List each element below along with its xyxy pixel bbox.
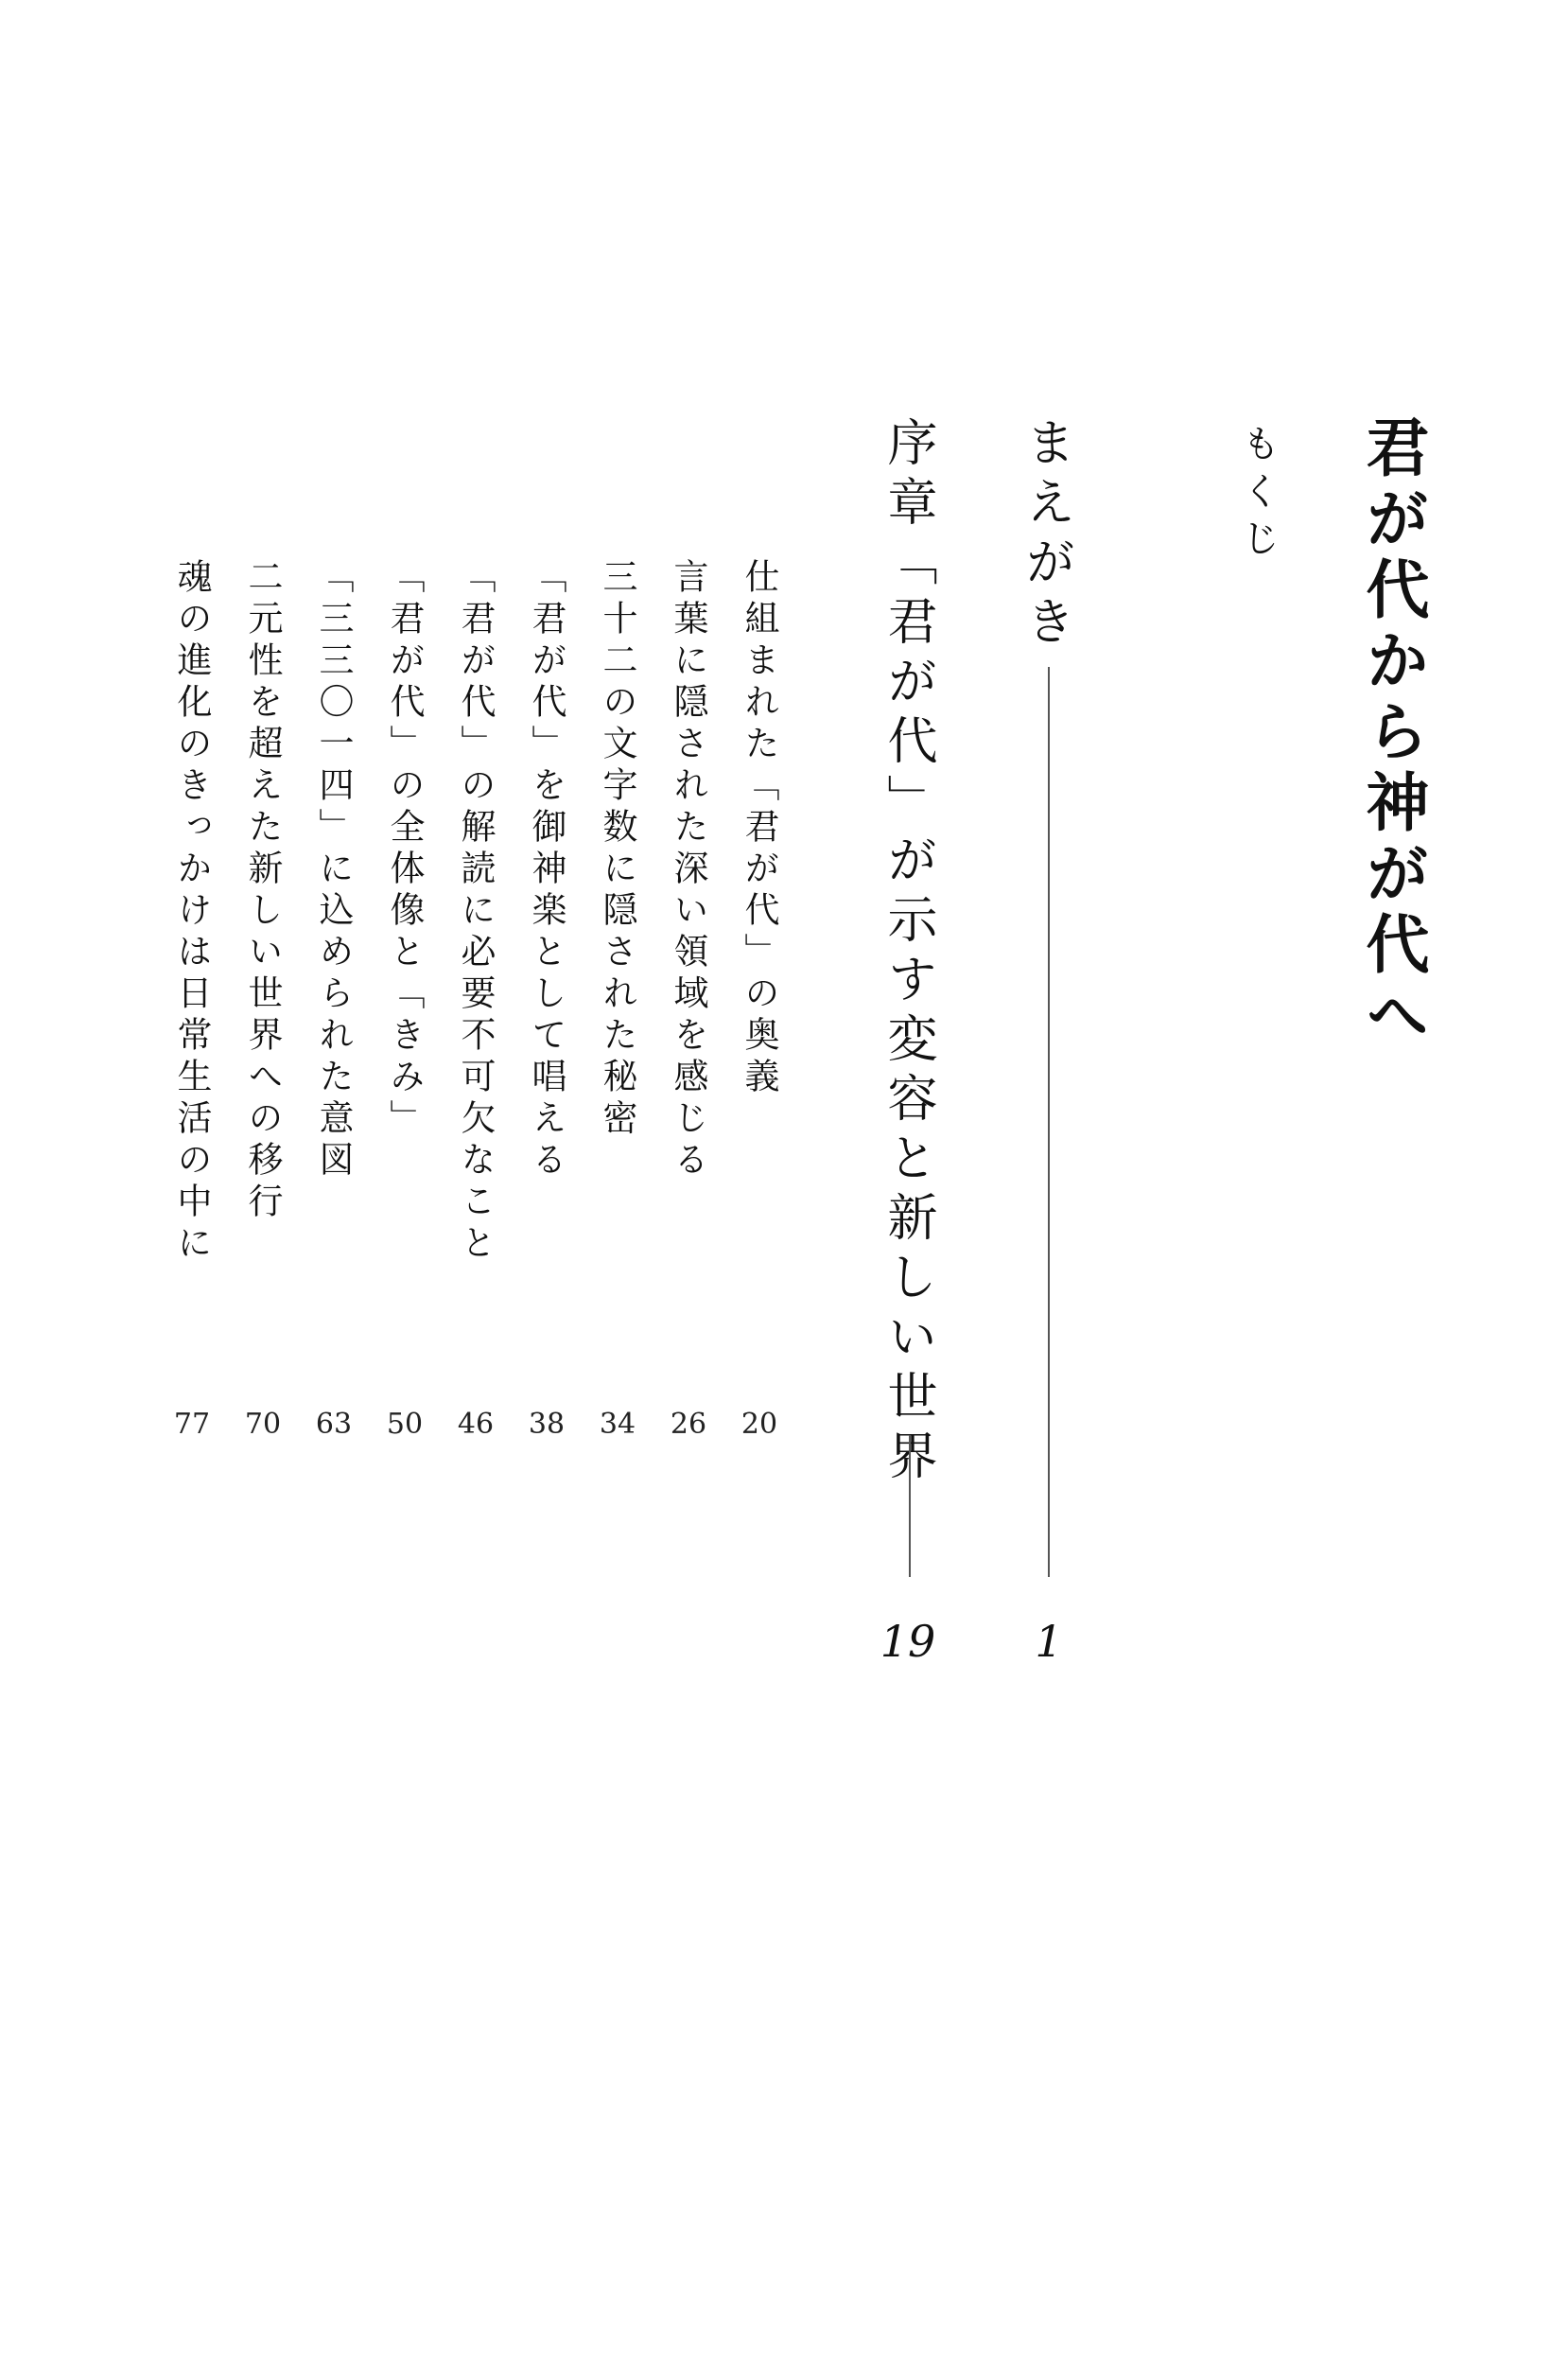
toc-section[interactable]: 「三三〇一四」に込められた意図 xyxy=(313,558,354,1182)
chapter-page-number: 19 xyxy=(880,1616,936,1667)
leader-line xyxy=(909,1435,911,1577)
section-page-number: 50 xyxy=(386,1408,424,1441)
section-page-number: 20 xyxy=(740,1408,778,1441)
section-page-number: 70 xyxy=(244,1408,282,1441)
book-title: 君が代から神が代へ xyxy=(1356,414,1431,1053)
chapter-page-number: 1 xyxy=(1035,1616,1063,1667)
toc-section[interactable]: 二元性を超えた新しい世界への移行 xyxy=(242,558,283,1224)
leader-line xyxy=(1048,667,1050,1577)
toc-section[interactable]: 「君が代」を御神楽として唱える xyxy=(526,558,566,1182)
section-page-number: 26 xyxy=(670,1408,707,1441)
toc-chapter-josho[interactable]: 序章「君が代」が示す変容と新しい世界 xyxy=(880,416,937,1489)
section-page-number: 34 xyxy=(599,1408,636,1441)
toc-section[interactable]: 「君が代」の全体像と「きみ」 xyxy=(384,558,425,1141)
toc-section[interactable]: 仕組まれた「君が代」の奥義 xyxy=(739,558,779,1099)
section-page-number: 63 xyxy=(315,1408,353,1441)
toc-section[interactable]: 魂の進化のきっかけは日常生活の中に xyxy=(171,558,212,1266)
toc-section[interactable]: 言葉に隠された深い領域を感じる xyxy=(668,558,708,1182)
toc-section[interactable]: 三十二の文字数に隠された秘密 xyxy=(597,558,637,1141)
toc-label: もくじ xyxy=(1236,424,1280,566)
toc-section[interactable]: 「君が代」の解読に必要不可欠なこと xyxy=(455,558,496,1266)
section-page-number: 46 xyxy=(457,1408,495,1441)
toc-chapter-maegaki[interactable]: まえがき xyxy=(1018,416,1075,655)
section-page-number: 38 xyxy=(528,1408,566,1441)
section-page-number: 77 xyxy=(173,1408,211,1441)
